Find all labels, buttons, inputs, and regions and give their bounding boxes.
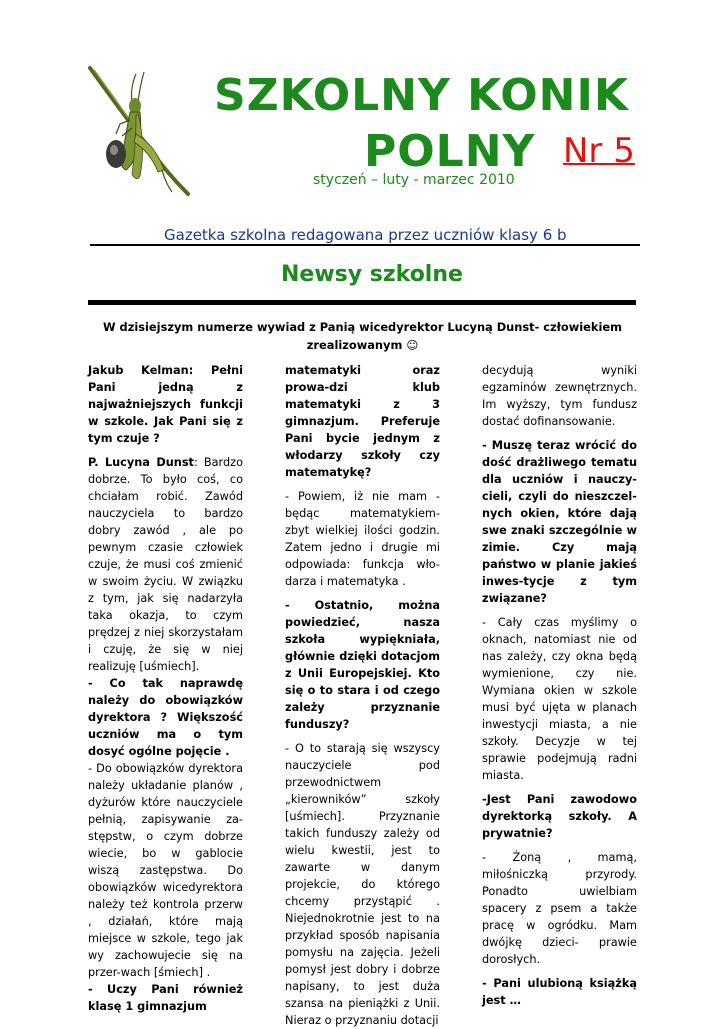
smiley-icon: ☺ <box>406 338 419 352</box>
question-1: Jakub Kelman: Pełni Pani jedną z najważniejszych funkcji w szkole. Jak Pani się z tym czuje ? <box>88 364 243 445</box>
answer-4-cont: decydują wyniki egzaminów zewnętrznych. Im wyższy, tym fundusz dostać dofinansowanie. <box>482 364 637 428</box>
answer-3: - Powiem, iż nie mam - będąc matematykiem- zbyt wielkiej ilości godzin. Zatem jedno i drugie mi odpowiada: funkcja wło-darza i matematyka . <box>285 490 440 588</box>
answer-1 <box>88 454 243 675</box>
grasshopper-icon <box>86 64 196 198</box>
intro-text <box>100 318 625 354</box>
issue-number: Nr 5 <box>563 131 635 171</box>
issue-dates: styczeń – luty - marzec 2010 <box>313 172 515 188</box>
masthead-title-line2: POLNY <box>364 126 536 177</box>
article-column-1 <box>88 362 243 1015</box>
divider-thick <box>88 300 636 305</box>
answer-1-text: : Bardzo dobrze. To było coś, co chciałam robić. Zawód nauczyciela to bardzo dobry zawód , ale po pewnym czasie człowiek czuje, że musi coś zmienić w swoim życiu. W związku z tym, jak się nadarzyła taka okazja, to czym prędzej z niej skorzystałam i czuję, że się w niej realizuję [uśmiech]. <box>88 456 243 673</box>
question-6: -Jest Pani zawodowo dyrektorką szkoły. A prywatnie? <box>482 793 637 840</box>
question-5: - Muszę teraz wrócić do dość drażliwego tematu dla uczniów i nauczy-cieli, czyli do nieszczel-nych okien, które dają swe znaki szczególnie w zimie. Czy mają państwo w planie jakieś inwes-tycje z tym związane? <box>482 439 637 605</box>
masthead-subtitle: Gazetka szkolna redagowana przez uczniów klasy 6 b <box>164 226 567 244</box>
interviewee-name: P. Lucyna Dunst <box>88 456 194 469</box>
answer-2: - Do obowiązków dyrektora należy układanie planów , dyżurów które nauczyciele pełnią, zapisywanie za-stępstw, o czym dobrze wiecie, bo w gablocie wiszą zastępstwa. Do obowiązków wicedyrektora należy też kontrola przerw , działań, które mają miejsce w szkole, tego jak wy zachowujecie się na przer-wach [śmiech] . <box>88 762 243 979</box>
divider <box>90 244 640 246</box>
intro-text-body: W dzisiejszym numerze wywiad z Panią wicedyrektor Lucyną Dunst- człowiekiem zrealizowanym <box>103 320 622 352</box>
question-4: - Ostatnio, można powiedzieć, nasza szkoła wypiękniała, głównie dzięki dotacjom z Unii Europejskiej. Kto się o to stara i od czego zależy przyznanie funduszy? <box>285 599 440 731</box>
section-title: Newsy szkolne <box>281 262 463 287</box>
article-column-2 <box>285 362 440 1029</box>
masthead-title-line1: SZKOLNY KONIK <box>214 70 629 121</box>
question-3: - Uczy Pani również klasę 1 gimnazjum <box>88 983 243 1013</box>
answer-4: - O to starają się wszyscy nauczyciele pod przewodnictwem „kierowników” szkoły [uśmiech]. Przyznanie takich funduszy zależy od wielu kwestii, jest to zawarte w danym projekcie, do którego chcemy przystąpić . Niejednokrotnie jest to na przykład sposób napisania pomysłu na zajęcia. Jeżeli pomysł jest dobry i dobrze napisany, to jest duża szansa na pieniążki z Unii. Nieraz o przyznaniu dotacji <box>285 742 440 1027</box>
question-3-cont: matematyki oraz prowa-dzi klub matematyki z 3 gimnazjum. Preferuje Pani bycie jednym z włodarzy szkoły czy matematykę? <box>285 364 440 479</box>
answer-6: - Żoną , mamą, miłośniczką przyrody. Ponadto uwielbiam spacery z psem a także pracę w ogródku. Mam dwójkę dzieci- prawie dorosłych. <box>482 851 637 966</box>
answer-5: - Cały czas myślimy o oknach, natomiast nie od nas zależy, czy okna będą wymienione, czy nie. Wymiana okien w szkole musi być ujęta w planach inwestycji miasta, a nie szkoły. Decyzje w tej sprawie podejmują radni miasta. <box>482 616 637 782</box>
article-column-3 <box>482 362 637 1016</box>
question-2: - Co tak naprawdę należy do obowiązków dyrektora ? Większość uczniów ma o tym dosyć ogólne pojęcie . <box>88 677 243 758</box>
question-7: - Pani ulubioną książką jest … <box>482 977 637 1007</box>
